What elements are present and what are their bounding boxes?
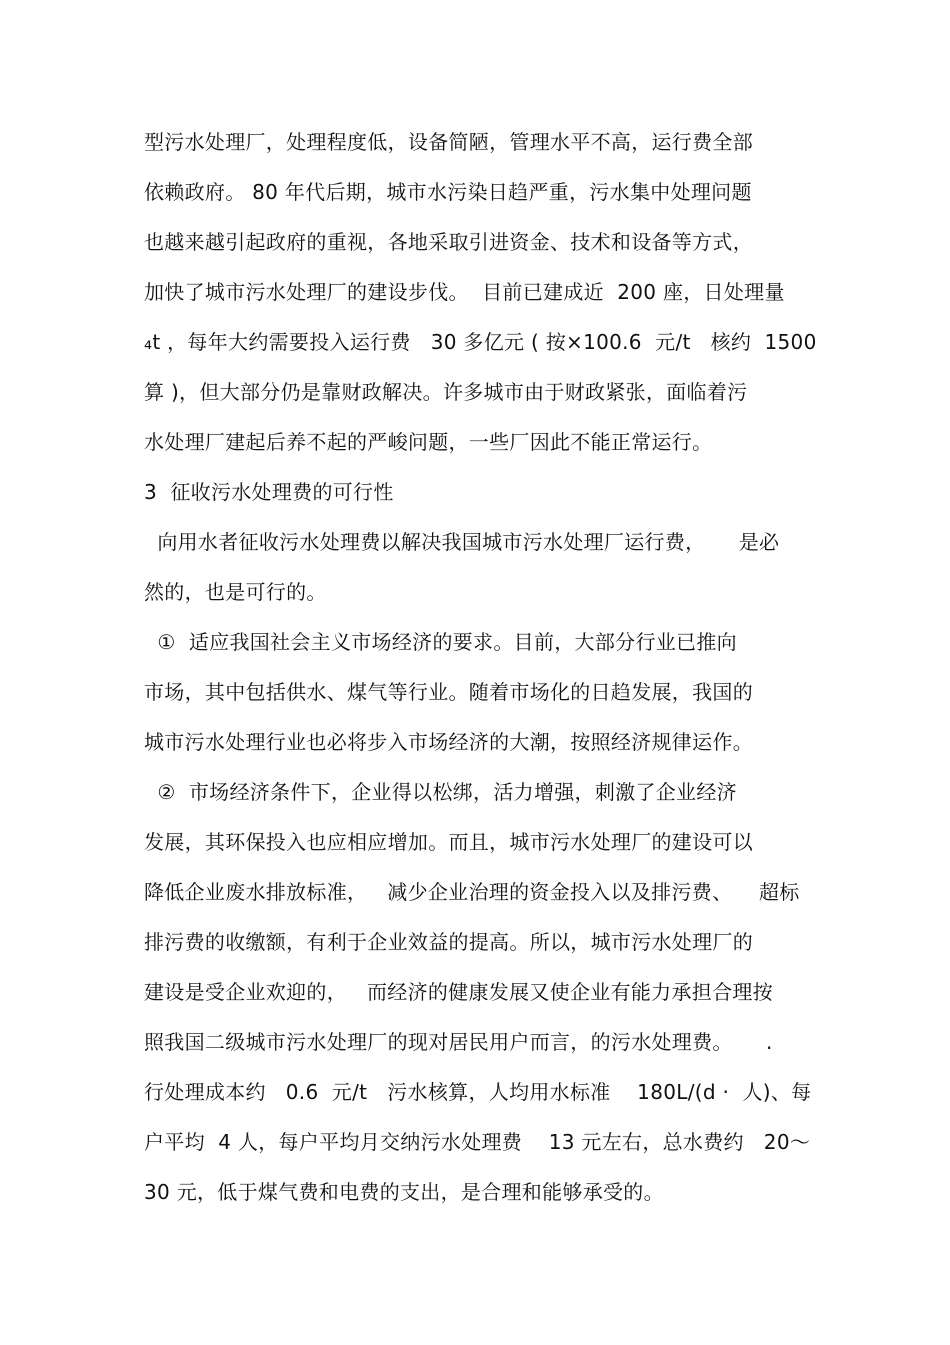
text-line-13: 城市污水处理行业也必将步入市场经济的大潮，按照经济规律运作。 [144,730,753,754]
text-line-5: ₄t ，每年大约需要投入运行费 30 多亿元 ( 按×100.6 元/t 核约 1500 [144,330,817,354]
text-line-19: 照我国二级城市污水处理厂的现对居民用户而言，的污水处理费。 . [144,1030,773,1054]
text-line-1: 型污水处理厂，处理程度低，设备简陋，管理水平不高，运行费全部 [144,130,753,154]
text-line-9: 向用水者征收污水处理费以解决我国城市污水处理厂运行费， 是必 [144,530,780,554]
text-line-4: 加快了城市污水处理厂的建设步伐。 目前已建成近 200 座，日处理量 [144,280,785,304]
section-heading: 3 征收污水处理费的可行性 [144,480,394,504]
text-line-3: 也越来越引起政府的重视，各地采取引进资金、技术和设备等方式， [144,230,753,254]
text-line-2: 依赖政府。 80 年代后期，城市水污染日趋严重，污水集中处理问题 [144,180,752,204]
text-line-15: 发展，其环保投入也应相应增加。而且，城市污水处理厂的建设可以 [144,830,753,854]
text-line-12: 市场，其中包括供水、煤气等行业。随着市场化的日趋发展，我国的 [144,680,753,704]
text-line-22: 30 元，低于煤气费和电费的支出，是合理和能够承受的。 [144,1180,664,1204]
text-line-21: 户平均 4 人，每户平均月交纳污水处理费 13 元左右，总水费约 20～ [144,1130,811,1154]
text-line-18: 建设是受企业欢迎的， 而经济的健康发展又使企业有能力承担合理按 [144,980,773,1004]
text-line-17: 排污费的收缴额，有利于企业效益的提高。所以，城市污水处理厂的 [144,930,753,954]
text-line-20: 行处理成本约 0.6 元/t 污水核算，人均用水标准 180L/(d · 人)、每 [144,1080,812,1104]
text-line-6: 算 )，但大部分仍是靠财政解决。许多城市由于财政紧张，面临着污 [144,380,748,404]
text-line-10: 然的，也是可行的。 [144,580,327,604]
text-line-14: ② 市场经济条件下，企业得以松绑，活力增强，刺激了企业经济 [144,780,737,804]
text-line-11: ① 适应我国社会主义市场经济的要求。目前，大部分行业已推向 [144,630,737,654]
text-line-16: 降低企业废水排放标准， 减少企业治理的资金投入以及排污费、 超标 [144,880,800,904]
text-line-7: 水处理厂建起后养不起的严峻问题，一些厂因此不能正常运行。 [144,430,713,454]
